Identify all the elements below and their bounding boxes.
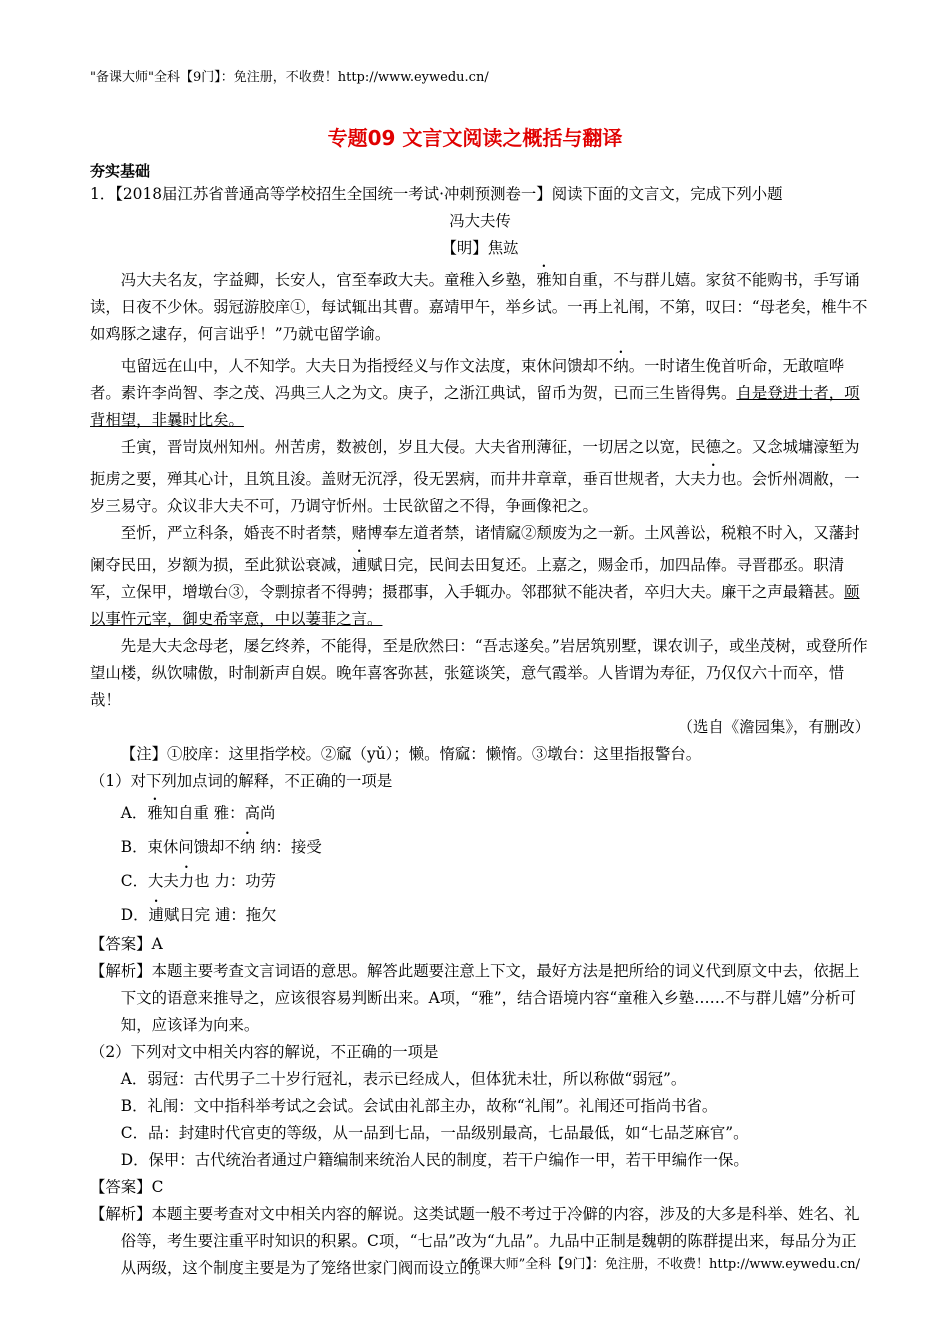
option-d: D．逋赋日完 逋：拖欠 <box>120 906 277 924</box>
passage-paragraph-3: 壬寅，晋岢岚州知州。州苦虏，数被创，岁且大侵。大夫省刑薄征，一切居之以宽，民德之。又念城墉濠堑为扼虏之要，殚其心计，且筑且浚。盖财无沉浮，役无罢病，而井井章章，垂百世规者，大夫力也。会忻州凋敝，一岁三易守。众议非大夫不可，乃调守忻州。士民欲留之不得，争画像祀之。 <box>90 438 860 515</box>
sub-question-1-stem: （1）对下列加点词的解释，不正确的一项是 <box>90 772 393 790</box>
analysis-2: 【解析】本题主要考查对文中相关内容的解说。这类试题一般不考过于冷僻的内容，涉及的大多是科举、姓名、礼俗等，考生要注重平时知识的积累。C项，“七品”改为“九品”。九品中正制是魏朝的陈群提出来，每品分为正从两级，这个制度主要是为了笼络世家门阀而设立的。 <box>90 1205 860 1277</box>
analysis-1: 【解析】本题主要考查文言词语的意思。解答此题要注意上下文，最好方法是把所给的词义代到原文中去，依据上下文的语意来推导之，应该很容易判断出来。A项，“雅”，结合语境内容“童稚入乡塾……不与群儿嬉”分析可知，应该译为向来。 <box>90 962 860 1034</box>
underlined-sentence: 自是登进士者，项背相望，非曩时比矣。 <box>90 384 860 429</box>
passage-paragraph-4: 至忻，严立科条，婚丧不时者禁，赌博奉左道者禁，诸情窳②颓废为之一新。土风善讼，税粮不时入，又藩封阑夺民田，岁额为损，至此狱讼衰减，逋赋日完，民间去田复还。上嘉之，赐金币，加四品俸。寻晋郡丞。职清军，立保甲，增墩台③，令剽掠者不得骋；摄郡事，入手辄办。邻郡狱不能决者，卒归大夫。廉干之声最籍甚。颐以事忤元宰，御史希宰意，中以萋菲之言。 <box>90 524 860 628</box>
option-b: B．礼闱：文中指科举考试之会试。会试由礼部主办，故称“礼闱”。礼闱还可指尚书省。 <box>120 1097 718 1115</box>
option-a: A．弱冠：古代男子二十岁行冠礼，表示已经成人，但体犹未壮，所以称做“弱冠”。 <box>120 1070 687 1088</box>
passage-note: 【注】①胶庠：这里指学校。②窳（yǔ）；懒。惰窳：懒惰。③墩台：这里指报警台。 <box>120 745 702 763</box>
passage-title: 冯大夫传 <box>449 212 511 230</box>
option-d: D．保甲：古代统治者通过户籍编制来统治人民的制度，若干户编作一甲，若干甲编作一保。 <box>120 1151 749 1169</box>
sub-question-2-stem: （2）下列对文中相关内容的解说，不正确的一项是 <box>90 1043 439 1061</box>
answer-2: 【答案】C <box>90 1178 164 1196</box>
underlined-sentence: 颐以事忤元宰，御史希宰意，中以萋菲之言。 <box>90 583 860 628</box>
passage-source: （选自《澹园集》，有删改） <box>677 718 870 736</box>
passage-paragraph-2: 屯留远在山中，人不知学。大夫日为指授经义与作文法度，束休问馈却不纳。一时诸生俛首听命，无敢喧哗者。素许李尚智、李之茂、冯典三人之为文。庚子，之浙江典试，留币为贺，已而三生皆得隽。自是登进士者，项背相望，非曩时比矣。 <box>90 357 860 429</box>
dotted-word: 力 <box>705 470 722 488</box>
option-c: C．品：封建时代官吏的等级，从一品到七品，一品级别最高，七品最低，如“七品芝麻官”。 <box>120 1124 749 1142</box>
dotted-word: 纳 <box>613 357 629 375</box>
passage-paragraph-5: 先是大夫念母老，屡乞终养，不能得，至是欣然曰：“吾志遂矣。”岩居筑别墅，课农训子，或坐茂树，或登所作望山楼，纵饮啸傲，时制新声自娱。晚年喜客弥甚，张筵谈笑，意气霞举。人皆谓为寿征，乃仅仅六十而卒，惜哉！ <box>90 637 868 709</box>
option-a: A．雅知自重 雅：高尚 <box>120 804 276 822</box>
section-heading: 夯实基础 <box>90 162 151 180</box>
passage-paragraph-1: 冯大夫名友，字益卿，长安人，官至奉政大夫。童稚入乡塾，雅知自重，不与群儿嬉。家贫不能购书，手写诵读，日夜不少休。弱冠游胶庠①，每试辄出其曹。嘉靖甲午，举乡试。一再上礼闱，不第，叹曰：“母老矣，椎牛不如鸡豚之逮存，何言诎乎！”乃就屯留学谕。 <box>90 271 868 343</box>
sub-question-2-options <box>90 1066 870 1174</box>
page-header: "备课大师"全科【9门】：免注册，不收费！http://www.eywedu.cn/ <box>90 70 489 85</box>
question-intro: 1．【2018届江苏省普通高等学校招生全国统一考试·冲刺预测卷一】阅读下面的文言文，完成下列小题 <box>90 185 783 203</box>
page-title: 专题09 文言文阅读之概括与翻译 <box>327 126 623 150</box>
option-b: B．束休问馈却不纳 纳：接受 <box>120 838 322 856</box>
passage-author: 【明】焦竑 <box>441 239 519 257</box>
dotted-word: 逋 <box>351 556 368 574</box>
answer-1: 【答案】A <box>90 935 163 953</box>
option-c: C．大夫力也 力：功劳 <box>120 872 277 890</box>
sub-question-1-options <box>90 795 870 931</box>
page-footer: “备课大师”全科【9门】：免注册，不收费！http://www.eywedu.cn/ <box>459 1257 860 1272</box>
dotted-word: 雅 <box>536 271 552 289</box>
question-1 <box>90 181 870 1282</box>
